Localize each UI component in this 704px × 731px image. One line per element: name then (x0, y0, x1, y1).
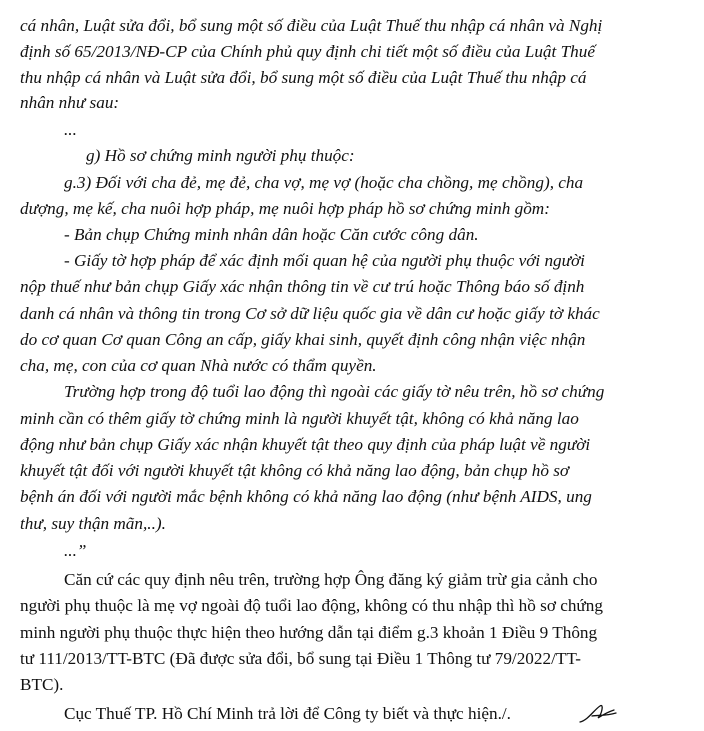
quoted-text-line: ... (64, 120, 77, 139)
quoted-text-line: danh cá nhân và thông tin trong Cơ sở dữ liệu quốc gia về dân cư hoặc giấy tờ khác (20, 304, 600, 323)
conclusion-text-line: BTC). (20, 675, 64, 694)
quoted-text-line: định số 65/2013/NĐ-CP của Chính phủ quy định chi tiết một số điều của Luật Thuế (20, 42, 595, 61)
quoted-text-line: cá nhân, Luật sửa đổi, bổ sung một số điều của Luật Thuế thu nhập cá nhân và Nghị (20, 16, 603, 35)
conclusion-text-line: tư 111/2013/TT-BTC (Đã được sửa đổi, bổ sung tại Điều 1 Thông tư 79/2022/TT- (20, 649, 581, 668)
quoted-text-line: Trường hợp trong độ tuổi lao động thì ngoài các giấy tờ nêu trên, hồ sơ chứng (64, 382, 605, 401)
quoted-text-line: - Bản chụp Chứng minh nhân dân hoặc Căn cước công dân. (64, 225, 479, 244)
quoted-text-line: nộp thuế như bản chụp Giấy xác nhận thông tin về cư trú hoặc Thông báo số định (20, 277, 585, 296)
quoted-text-line: do cơ quan Cơ quan Công an cấp, giấy khai sinh, quyết định công nhận việc nhận (20, 330, 586, 349)
quoted-text-line: dượng, mẹ kế, cha nuôi hợp pháp, mẹ nuôi hợp pháp hồ sơ chứng minh gồm: (20, 199, 550, 218)
conclusion-text-line: người phụ thuộc là mẹ vợ ngoài độ tuổi lao động, không có thu nhập thì hồ sơ chứng (20, 596, 603, 615)
handwritten-signature (578, 700, 618, 726)
quoted-text-line: nhân như sau: (20, 93, 120, 112)
conclusion-text-line: minh người phụ thuộc thực hiện theo hướng dẫn tại điểm g.3 khoản 1 Điều 9 Thông (20, 623, 598, 642)
quoted-text-line: cha, mẹ, con của cơ quan Nhà nước có thẩm quyền. (20, 356, 377, 375)
quoted-text-line: g.3) Đối với cha đẻ, mẹ đẻ, cha vợ, mẹ vợ (hoặc cha chồng, mẹ chồng), cha (64, 173, 584, 192)
quoted-text-line: bệnh án đối với người mắc bệnh không có khả năng lao động (như bệnh AIDS, ung (20, 487, 592, 506)
quoted-text-line: ...” (64, 541, 87, 560)
quoted-text-line: động như bản chụp Giấy xác nhận khuyết tật theo quy định của pháp luật về người (20, 435, 591, 454)
quoted-text-line: g) Hồ sơ chứng minh người phụ thuộc: (86, 146, 355, 165)
quoted-text-line: - Giấy tờ hợp pháp để xác định mối quan hệ của người phụ thuộc với người (64, 251, 585, 270)
quoted-text-line: thư, suy thận mãn,..). (20, 514, 166, 533)
conclusion-text-line: Căn cứ các quy định nêu trên, trường hợp Ông đăng ký giảm trừ gia cảnh cho (64, 570, 598, 589)
quoted-text-line: thu nhập cá nhân và Luật sửa đổi, bổ sung một số điều của Luật Thuế thu nhập cá (20, 68, 587, 87)
quoted-text-line: minh cần có thêm giấy tờ chứng minh là người khuyết tật, không có khả năng lao (20, 409, 579, 428)
conclusion-text-line: Cục Thuế TP. Hồ Chí Minh trả lời để Công ty biết và thực hiện./. (64, 704, 511, 723)
quoted-text-line: khuyết tật đối với người khuyết tật không có khả năng lao động, bản chụp hồ sơ (20, 461, 570, 480)
